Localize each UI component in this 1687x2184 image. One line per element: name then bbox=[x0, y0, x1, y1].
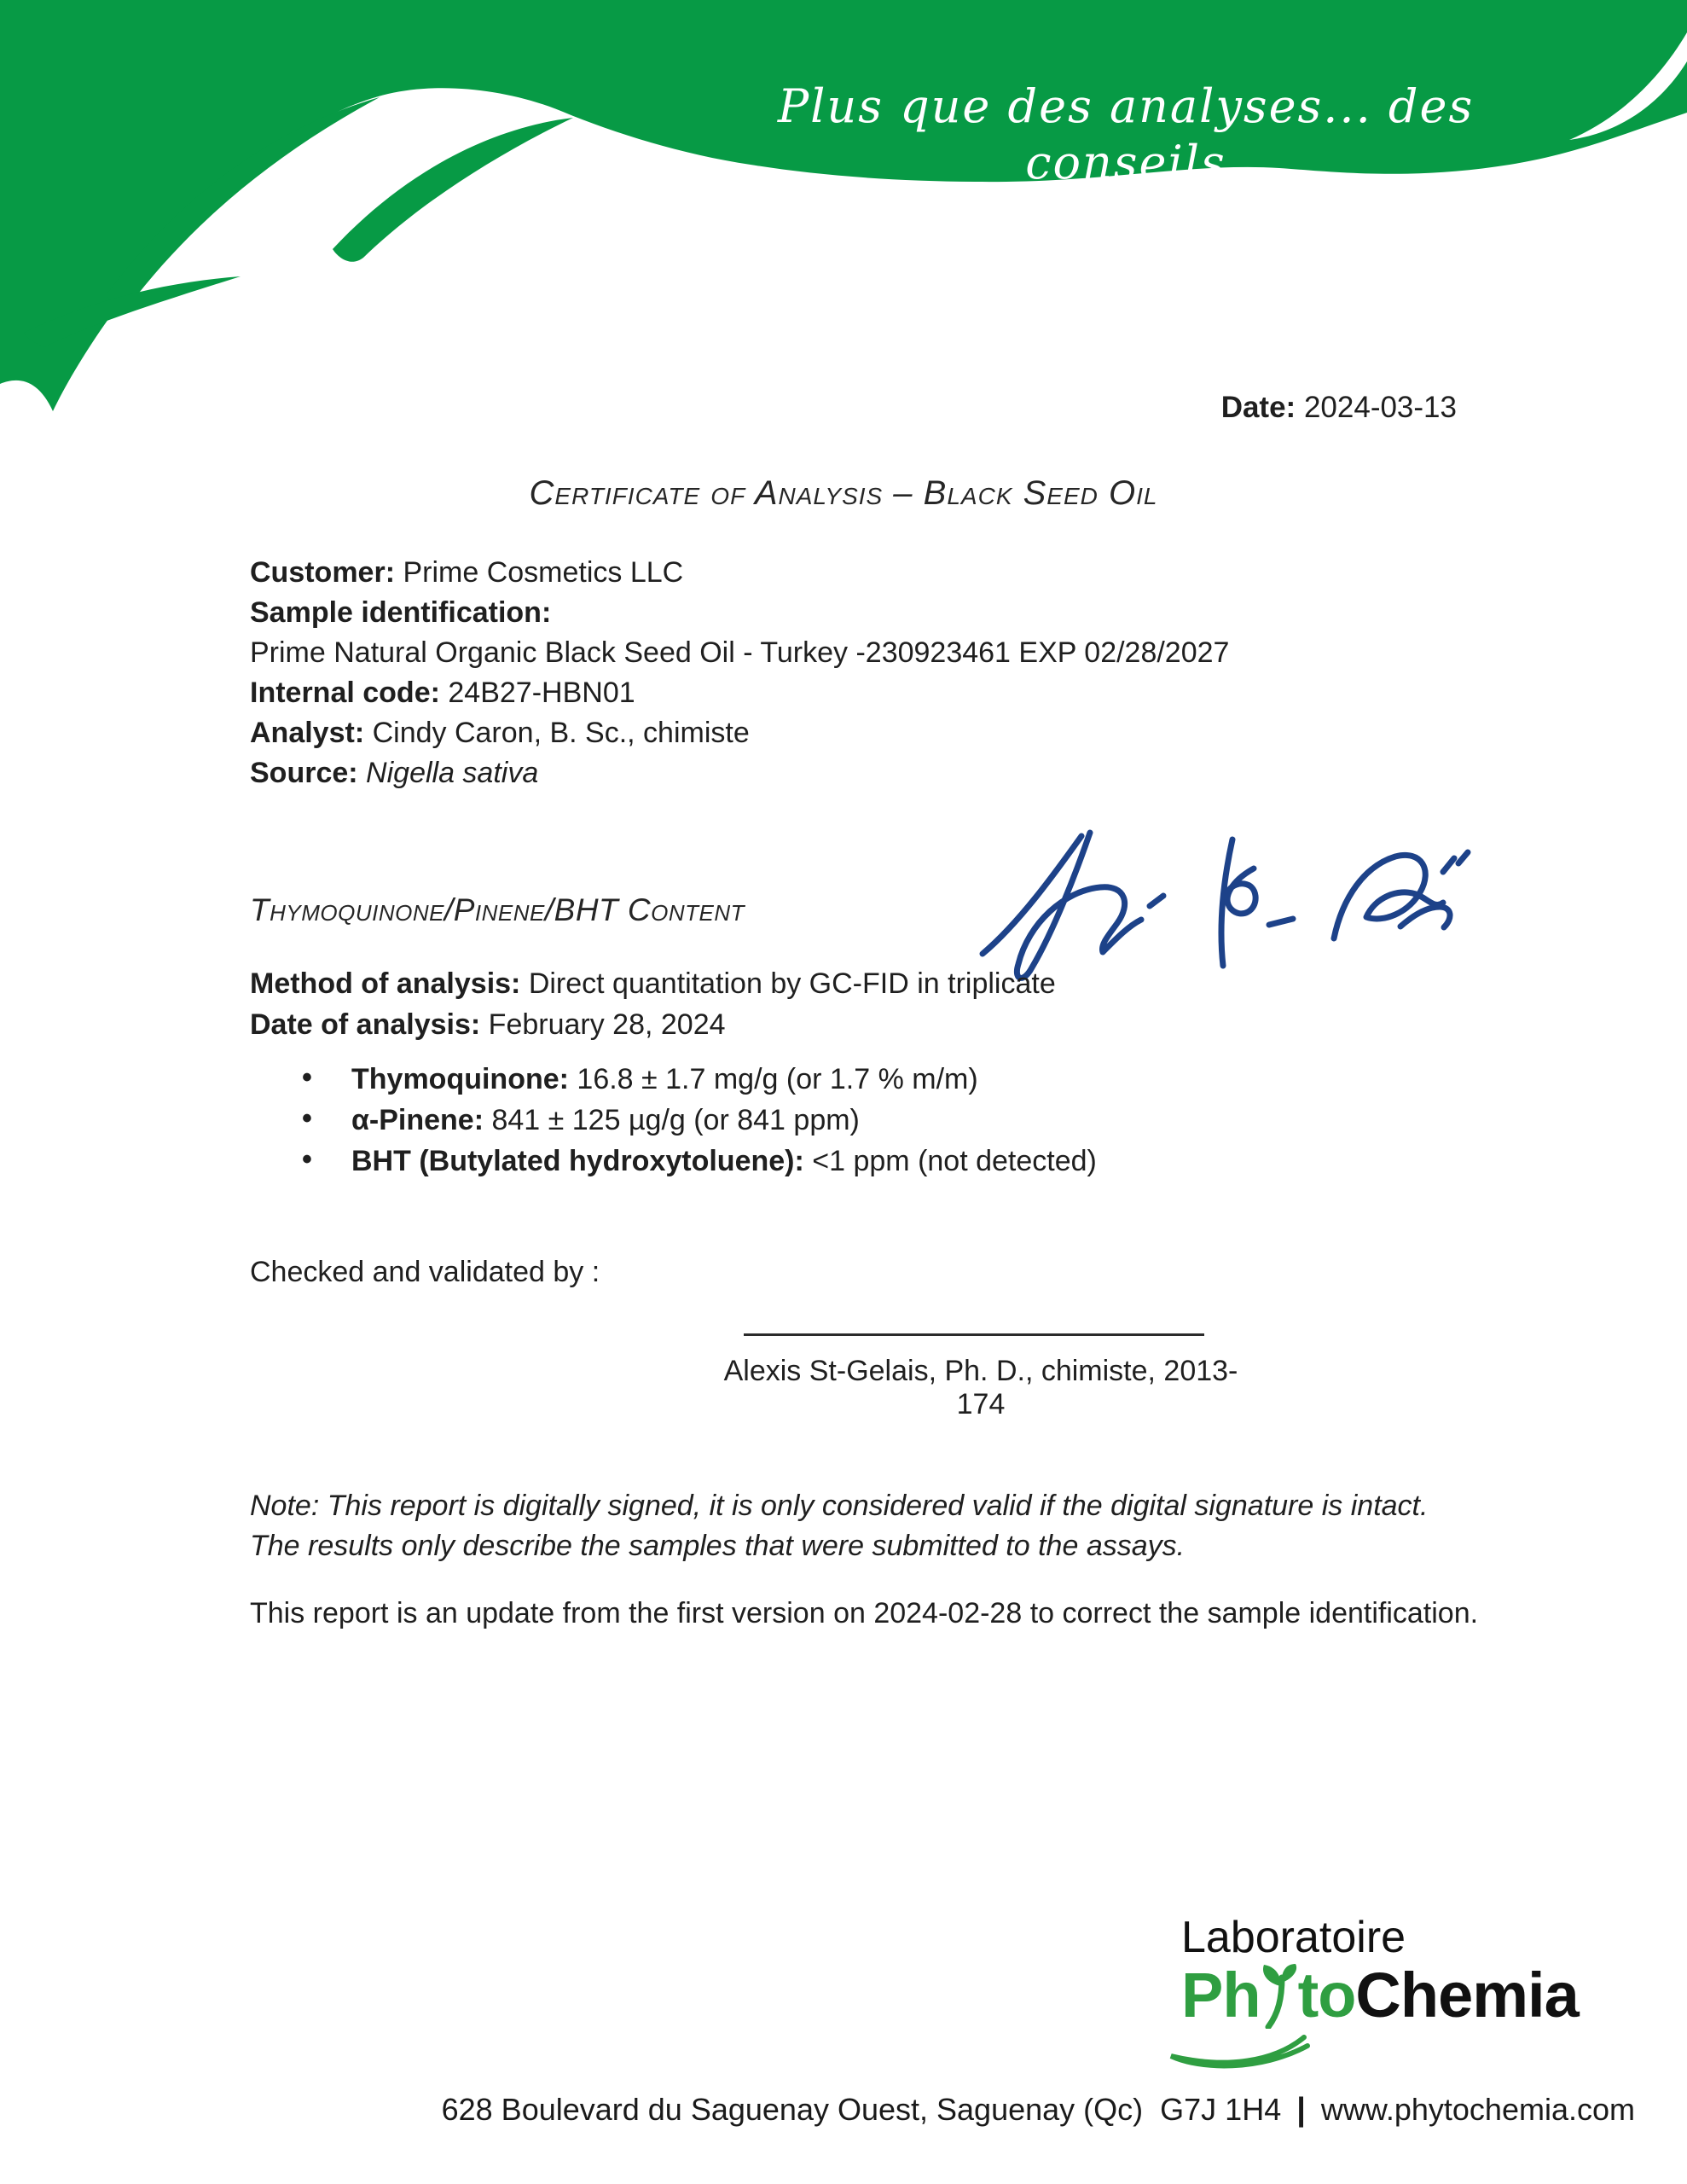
source-label: Source: bbox=[250, 757, 358, 789]
result-value: 16.8 ± 1.7 mg/g (or 1.7 % m/m) bbox=[577, 1063, 978, 1095]
method-line bbox=[250, 967, 1056, 1001]
sample-id-value-line bbox=[250, 633, 1461, 673]
address-separator: | bbox=[1296, 2092, 1306, 2128]
method-label: Method of analysis: bbox=[250, 967, 521, 1000]
logo-swoosh-icon bbox=[1166, 2034, 1311, 2075]
date-label: Date: bbox=[1220, 391, 1296, 424]
internal-code-line bbox=[250, 673, 1461, 713]
digital-signature-note: Note: This report is digitally signed, it is only considered valid if the digital signature is intact. The results only describe the samples that were submitted to the assays. bbox=[250, 1490, 1429, 1562]
analyst-value: Cindy Caron, B. Sc., chimiste bbox=[372, 717, 750, 749]
result-label: α-Pinene: bbox=[351, 1104, 484, 1136]
sample-id-label: Sample identification: bbox=[250, 596, 552, 629]
logo-sprout-icon bbox=[1259, 1964, 1300, 2029]
result-thymoquinone bbox=[302, 1061, 1097, 1095]
result-value: <1 ppm (not detected) bbox=[812, 1145, 1097, 1177]
analysis-date-label: Date of analysis: bbox=[250, 1008, 481, 1041]
sample-id-value: Prime Natural Organic Black Seed Oil - Turkey -230923461 EXP 02/28/2027 bbox=[250, 636, 1230, 669]
result-label: BHT (Butylated hydroxytoluene): bbox=[351, 1145, 804, 1177]
analysis-date-line bbox=[250, 1008, 726, 1042]
source-line bbox=[250, 753, 1461, 793]
report-date-line bbox=[1221, 391, 1457, 425]
address-text: 628 Boulevard du Saguenay Ouest, Saguenay (Qc) G7J 1H4 bbox=[441, 2092, 1282, 2127]
result-value: 841 ± 125 µg/g (or 841 ppm) bbox=[491, 1104, 860, 1136]
internal-code-value: 24B27-HBN01 bbox=[448, 677, 635, 709]
website-text: www.phytochemia.com bbox=[1320, 2092, 1635, 2127]
sample-info-block bbox=[250, 553, 1461, 793]
customer-label: Customer: bbox=[250, 556, 396, 589]
source-value: Nigella sativa bbox=[366, 757, 539, 789]
date-value: 2024-03-13 bbox=[1303, 391, 1457, 424]
analyst-label: Analyst: bbox=[250, 717, 365, 749]
result-bht bbox=[302, 1143, 1097, 1177]
logo-ph-text: Ph bbox=[1181, 1960, 1261, 2030]
result-label: Thymoquinone: bbox=[351, 1063, 569, 1095]
document-title: Certificate of Analysis – Black Seed Oil bbox=[529, 474, 1158, 512]
update-note: This report is an update from the first version on 2024-02-28 to correct the sample identification. bbox=[250, 1597, 1479, 1629]
logo-laboratoire-text: Laboratoire bbox=[1181, 1913, 1406, 1962]
logo-to-text: to bbox=[1297, 1960, 1356, 2030]
logo-wordmark bbox=[1181, 1962, 1642, 2029]
signer-name: Alexis St-Gelais, Ph. D., chimiste, 2013-174 bbox=[723, 1355, 1238, 1420]
header-banner bbox=[0, 0, 1687, 444]
signature-rule bbox=[744, 1333, 1204, 1336]
bullet-icon: • bbox=[302, 1102, 312, 1135]
phytochemia-logo bbox=[1181, 1913, 1642, 2029]
method-value: Direct quantitation by GC-FID in triplicate bbox=[528, 967, 1056, 1000]
section-heading: Thymoquinone/Pinene/BHT Content bbox=[250, 892, 745, 927]
internal-code-label: Internal code: bbox=[250, 677, 440, 709]
banner-slogan: Plus que des analyses... des conseils bbox=[777, 79, 1475, 189]
result-pinene bbox=[302, 1102, 1097, 1136]
analyst-line bbox=[250, 713, 1461, 753]
results-list bbox=[302, 1061, 1097, 1188]
checked-validated-line: Checked and validated by : bbox=[250, 1256, 600, 1288]
customer-value: Prime Cosmetics LLC bbox=[403, 556, 684, 589]
footer-address-line bbox=[0, 2092, 1635, 2129]
logo-chemia-text: Chemia bbox=[1355, 1960, 1579, 2030]
banner-swoosh-graphic bbox=[0, 0, 1687, 444]
bullet-icon: • bbox=[302, 1061, 312, 1094]
sample-id-label-line bbox=[250, 593, 1461, 633]
customer-line bbox=[250, 553, 1461, 593]
analysis-date-value: February 28, 2024 bbox=[488, 1008, 726, 1041]
bullet-icon: • bbox=[302, 1143, 312, 1176]
